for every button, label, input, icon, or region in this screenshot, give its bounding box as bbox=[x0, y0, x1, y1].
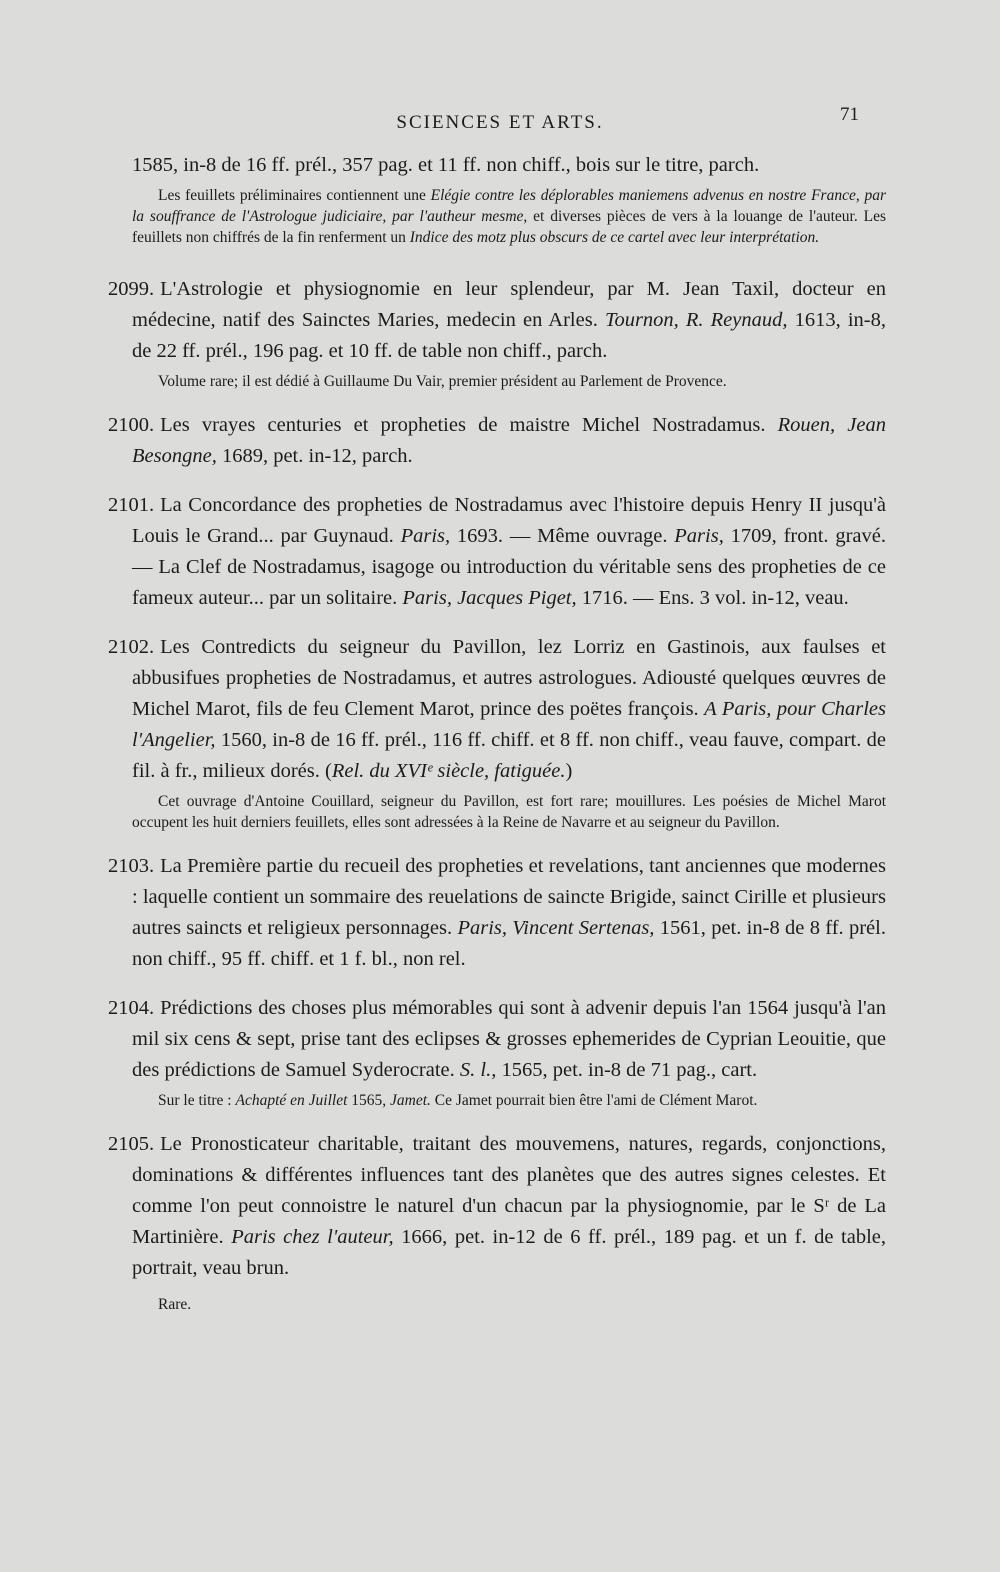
entry-title: Prédictions des choses plus mémorables qui sont à advenir depuis l'an 1564 jusqu'à l'an mil six cens & sept, prise tant des eclipses & grosses ephemerides de Cyprian Leouitie, que des prédictions de Samuel Syderocrate. bbox=[132, 997, 886, 1081]
entry-text bbox=[108, 851, 886, 975]
entry-text bbox=[108, 490, 886, 614]
entry-description: 1693. — Même ouvrage. bbox=[450, 525, 675, 547]
entry-imprint: Paris, Jacques Piget, bbox=[402, 587, 577, 609]
entry-binding: Rel. du XVIᵉ siècle, fatiguée. bbox=[331, 760, 566, 782]
entry-number: 2100. bbox=[108, 414, 155, 436]
entry-number: 2103. bbox=[108, 855, 155, 877]
entry-text bbox=[108, 274, 886, 367]
entry-imprint: Paris, bbox=[400, 525, 451, 547]
entry-number: 2099. bbox=[108, 278, 155, 300]
entry-2104 bbox=[108, 993, 886, 1111]
entry-text bbox=[108, 410, 886, 472]
note-text: Ce Jamet pourrait bien être l'ami de Clément Marot. bbox=[430, 1092, 758, 1109]
entry-number: 2104. bbox=[108, 997, 155, 1019]
entry-note: Rare. bbox=[158, 1296, 192, 1313]
entry-imprint: A Paris, pour Charles l'Angelier, bbox=[132, 698, 886, 751]
continuation-line: 1585, in-8 de 16 ff. prél., 357 pag. et 11 ff. non chiff., bois sur le titre, parch. bbox=[132, 154, 760, 176]
entry-description: 1709, front. gravé. — La Clef de Nostradamus, isagoge ou introduction du véritable sens des propheties de ce fameux auteur... par un solitaire. bbox=[132, 525, 886, 609]
page-content bbox=[108, 150, 886, 1315]
entry-imprint: Paris chez l'auteur, bbox=[231, 1226, 394, 1248]
entry-number: 2105. bbox=[108, 1133, 155, 1155]
note-italic: Jamet. bbox=[390, 1092, 431, 1109]
running-head: SCIENCES ET ARTS. bbox=[396, 112, 604, 133]
page-number: 71 bbox=[840, 104, 859, 125]
entry-2100 bbox=[108, 410, 886, 472]
entry-description: 1561, pet. in-8 de 8 ff. prél. non chiff., 95 ff. chiff. et 1 f. bl., non rel. bbox=[132, 917, 886, 970]
entry-description: 1716. — Ens. 3 vol. in-12, veau. bbox=[576, 587, 849, 609]
entry-imprint: Paris, bbox=[674, 525, 724, 547]
continuation-entry bbox=[108, 150, 886, 248]
entry-title: Les vrayes centuries et propheties de maistre Michel Nostradamus. bbox=[160, 414, 778, 436]
entry-2105 bbox=[108, 1129, 886, 1315]
note-text: 1565, bbox=[347, 1092, 391, 1109]
entry-title: L'Astrologie et physiognomie en leur splendeur, par M. Jean Taxil, docteur en médecine, natif des Sainctes Maries, medecin en Arles. bbox=[132, 278, 886, 331]
continuation-note bbox=[132, 185, 886, 248]
entry-number: 2102. bbox=[108, 636, 155, 658]
note-text: Sur le titre : bbox=[158, 1092, 236, 1109]
entry-description: 1666, pet. in-12 de 6 ff. prél., 189 pag. et un f. de table, portrait, veau brun. bbox=[132, 1226, 886, 1279]
entry-imprint: Paris, Vincent Sertenas, bbox=[457, 917, 655, 939]
entry-title: La Concordance des propheties de Nostradamus avec l'histoire depuis Henry II jusqu'à Louis le Grand... par Guynaud. bbox=[132, 494, 886, 547]
entry-description: 1560, in-8 de 16 ff. prél., 116 ff. chiff. et 8 ff. non chiff., veau fauve, compart. de fil. à fr., milieux dorés. ( bbox=[132, 729, 886, 782]
note-text: Les feuillets préliminaires contiennent une bbox=[158, 187, 431, 204]
note-text: , et diverses pièces de vers à la louange de l'auteur. Les feuillets non chiffrés de la fin renferment un bbox=[132, 208, 886, 246]
entry-imprint: Tournon, R. Reynaud, bbox=[604, 309, 788, 331]
entry-description: ) bbox=[565, 760, 573, 782]
entry-title: Les Contredicts du seigneur du Pavillon, lez Lorriz en Gastinois, aux faulses et abbusifues propheties de Nostradamus, et autres astrologues. Adiousté quelques œuvres de Michel Marot, fils de feu Clement Marot, prince des poëtes françois. bbox=[132, 636, 886, 720]
entry-2101 bbox=[108, 490, 886, 614]
entry-title: Le Pronosticateur charitable, traitant des mouvemens, natures, regards, conjonctions, dominations & différentes influences tant des planètes que des autres signes celestes. Et comme l'on peut connoistre le naturel d'un chacun par la physiognomie, par le Sʳ de La Martinière. bbox=[132, 1133, 886, 1248]
entry-imprint: S. l., bbox=[459, 1059, 497, 1081]
entry-2103 bbox=[108, 851, 886, 975]
entry-title: La Première partie du recueil des propheties et revelations, tant anciennes que modernes : laquelle contient un sommaire des reuelations de saincte Brigide, sainct Cirille et plusieurs autres saincts et religieux personnages. bbox=[132, 855, 886, 939]
entry-2102 bbox=[108, 632, 886, 833]
entry-text bbox=[108, 1129, 886, 1284]
note-italic: Indice des motz plus obscurs de ce cartel avec leur interprétation. bbox=[409, 229, 820, 246]
entry-note: Volume rare; il est dédié à Guillaume Du Vair, premier président au Parlement de Provence. bbox=[158, 373, 727, 390]
entry-imprint: Rouen, Jean Besongne, bbox=[132, 414, 886, 467]
entry-description: 1613, in-8, de 22 ff. prél., 196 pag. et 10 ff. de table non chiff., parch. bbox=[132, 309, 886, 362]
entry-text bbox=[108, 632, 886, 787]
note-italic: Achapté en Juillet bbox=[235, 1092, 348, 1109]
entry-text bbox=[108, 993, 886, 1086]
entry-description: 1689, pet. in-12, parch. bbox=[216, 445, 413, 467]
note-italic: Elégie contre les déplorables maniemens advenus en nostre France, par la souffrance de l'Astrologue judiciaire, par l'autheur mesme bbox=[132, 187, 887, 225]
entry-description: 1565, pet. in-8 de 71 pag., cart. bbox=[496, 1059, 758, 1081]
entry-note: Cet ouvrage d'Antoine Couillard, seigneur du Pavillon, est fort rare; mouillures. Les poésies de Michel Marot occupent les huit derniers feuillets, elles sont adressées à la Reine de Navarre et au seigneur du Pavillon. bbox=[132, 793, 886, 831]
entry-number: 2101. bbox=[108, 494, 155, 516]
entry-2099 bbox=[108, 274, 886, 392]
entry-note bbox=[132, 1090, 886, 1111]
